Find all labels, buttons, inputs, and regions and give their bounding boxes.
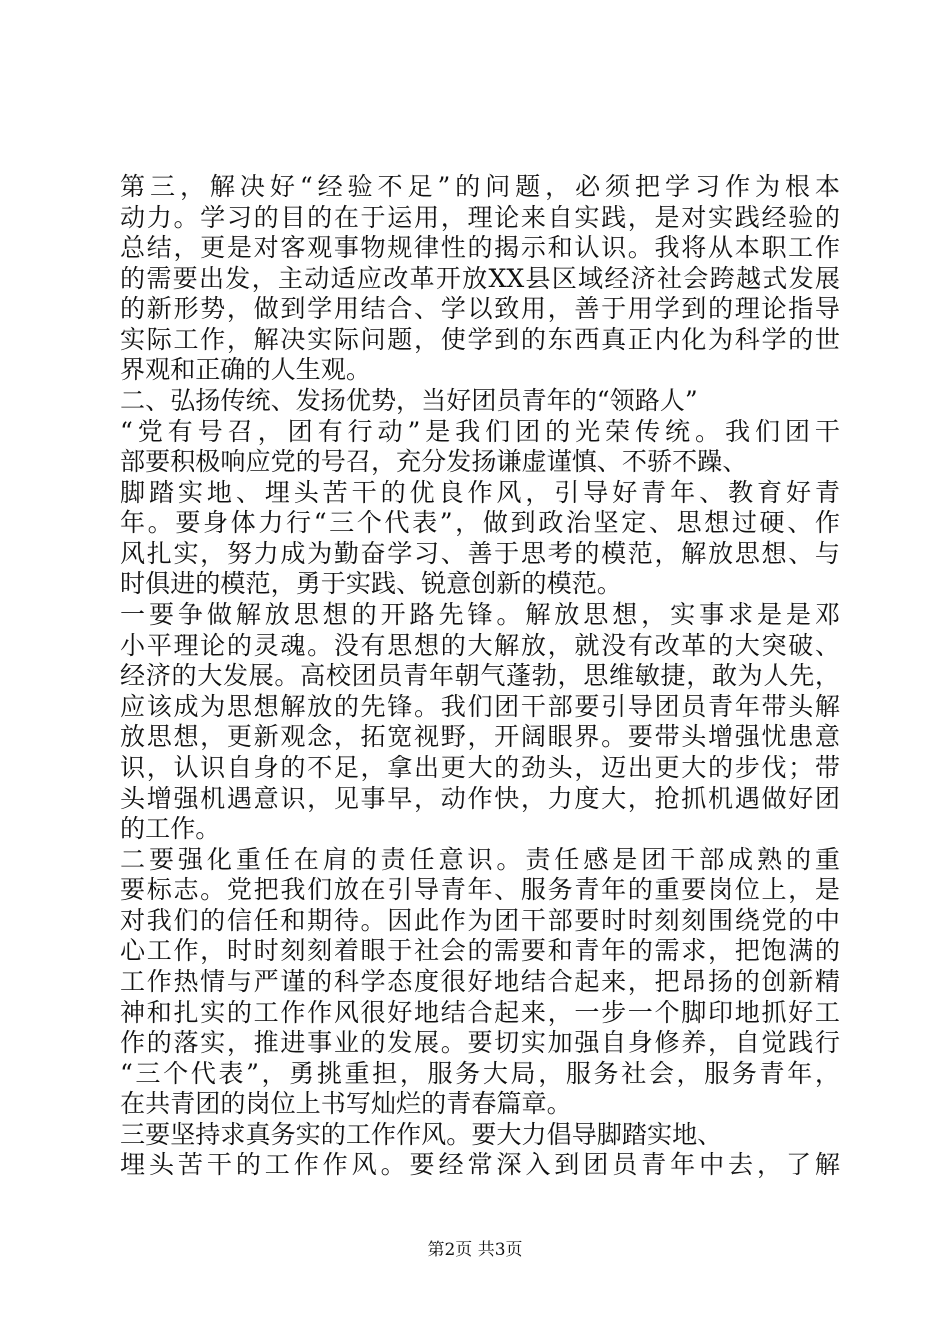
body-text-line: 脚踏实地、埋头苦干的优良作风，引导好青年、教育好青 (120, 478, 840, 507)
body-text-line: 总结，更是对客观事物规律性的揭示和认识。我将从本职工作 (120, 233, 840, 262)
body-text-line: 在共青团的岗位上书写灿烂的青春篇章。 (120, 1089, 572, 1118)
body-text-line: 时俱进的模范，勇于实践、锐意创新的模范。 (120, 569, 622, 598)
body-text-line: 的新形势，做到学用结合、学以致用，善于用学到的理论指导 (120, 294, 840, 323)
body-text-line: 放思想，更新观念，拓宽视野，开阔眼界。要带头增强忧患意 (120, 722, 840, 751)
page-footer: 第2页 共3页 (427, 1240, 523, 1260)
body-text-line: “三个代表”，勇挑重担，服务大局，服务社会，服务青年， (120, 1059, 840, 1088)
body-text-line: 的需要出发，主动适应改革开放XX县区域经济社会跨越式发展 (120, 264, 840, 293)
body-text-line: 动力。学习的目的在于运用，理论来自实践，是对实践经验的 (120, 203, 840, 232)
body-text-line: 头增强机遇意识，见事早，动作快，力度大，抢抓机遇做好团 (120, 784, 840, 813)
body-text-line: 一要争做解放思想的开路先锋。解放思想，实事求是是邓 (120, 600, 840, 629)
body-text-line: 要标志。党把我们放在引导青年、服务青年的重要岗位上，是 (120, 875, 840, 904)
body-text-line: 风扎实，努力成为勤奋学习、善于思考的模范，解放思想、与 (120, 539, 840, 568)
body-text-line: 的工作。 (120, 814, 221, 843)
body-text-line: 实际工作，解决实际问题，使学到的东西真正内化为科学的世 (120, 325, 840, 354)
body-text-line: 应该成为思想解放的先锋。我们团干部要引导团员青年带头解 (120, 692, 840, 721)
body-text-line: 经济的大发展。高校团员青年朝气蓬勃，思维敏捷，敢为人先， (120, 661, 840, 690)
body-text-line: 作的落实，推进事业的发展。要切实加强自身修养，自觉践行 (120, 1028, 840, 1057)
body-text-line: “党有号召，团有行动”是我们团的光荣传统。我们团干 (120, 417, 840, 446)
section-heading: 二、弘扬传统、发扬优势，当好团员青年的“领路人” (120, 386, 698, 415)
body-text-line: 对我们的信任和期待。因此作为团干部要时时刻刻围绕党的中 (120, 906, 840, 935)
body-text-line: 工作热情与严谨的科学态度很好地结合起来，把昂扬的创新精 (120, 967, 840, 996)
body-text-line: 部要积极响应党的号召，充分发扬谦虚谨慎、不骄不躁、 (120, 447, 748, 476)
body-text-line: 小平理论的灵魂。没有思想的大解放，就没有改革的大突破、 (120, 631, 840, 660)
body-text-line: 二要强化重任在肩的责任意识。责任感是团干部成熟的重 (120, 845, 840, 874)
body-text-line: 界观和正确的人生观。 (120, 355, 371, 384)
body-text-line: 埋头苦干的工作作风。要经常深入到团员青年中去，了解 (120, 1150, 840, 1179)
body-text-line: 心工作，时时刻刻着眼于社会的需要和青年的需求，把饱满的 (120, 936, 840, 965)
body-text-line: 神和扎实的工作作风很好地结合起来，一步一个脚印地抓好工 (120, 998, 840, 1027)
body-text-line: 三要坚持求真务实的工作作风。要大力倡导脚踏实地、 (120, 1120, 723, 1149)
body-text-line: 年。要身体力行“三个代表”，做到政治坚定、思想过硬、作 (120, 508, 840, 537)
body-text-line: 第三，解决好“经验不足”的问题，必须把学习作为根本 (120, 172, 840, 201)
body-text-line: 识，认识自身的不足，拿出更大的劲头，迈出更大的步伐；带 (120, 753, 840, 782)
